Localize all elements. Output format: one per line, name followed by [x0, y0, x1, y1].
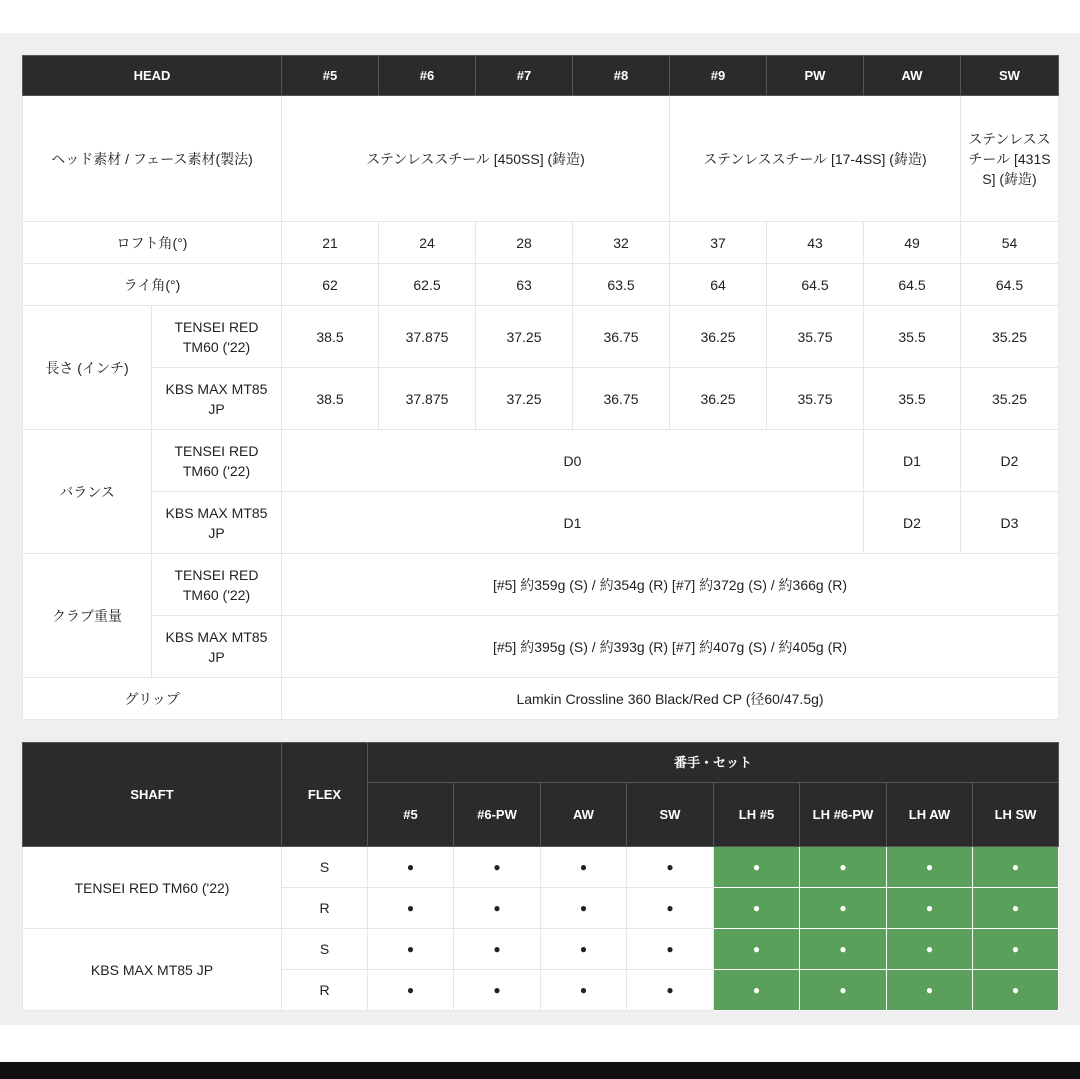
balance-value-aw: D2 [864, 492, 961, 554]
available-dot: ● [368, 929, 454, 970]
available-dot: ● [627, 970, 714, 1011]
loft-value: 32 [573, 222, 670, 264]
balance-shaft-name: TENSEI RED TM60 ('22) [152, 430, 282, 492]
length-row-tensei [23, 306, 1059, 368]
length-value: 37.875 [379, 368, 476, 430]
shaft-header: SHAFT [23, 743, 282, 847]
set-column-header: SW [627, 783, 714, 847]
lefty-available-dot: ● [973, 970, 1059, 1011]
length-value: 37.25 [476, 368, 573, 430]
lefty-available-dot: ● [973, 929, 1059, 970]
set-column-header: LH AW [887, 783, 973, 847]
loft-value: 28 [476, 222, 573, 264]
length-value: 35.25 [961, 368, 1059, 430]
length-value: 36.25 [670, 306, 767, 368]
length-value: 35.5 [864, 306, 961, 368]
lefty-available-dot: ● [800, 929, 887, 970]
available-dot: ● [627, 888, 714, 929]
loft-label: ロフト角(°) [23, 222, 282, 264]
loft-value: 37 [670, 222, 767, 264]
length-value: 35.25 [961, 306, 1059, 368]
available-dot: ● [541, 888, 627, 929]
balance-value-main: D1 [282, 492, 864, 554]
lefty-available-dot: ● [887, 929, 973, 970]
available-dot: ● [627, 929, 714, 970]
loft-value: 43 [767, 222, 864, 264]
length-label: 長さ (インチ) [23, 306, 152, 430]
set-column-header: AW [541, 783, 627, 847]
weight-row-kbs [23, 616, 1059, 678]
lie-value: 63.5 [573, 264, 670, 306]
lie-row [23, 264, 1059, 306]
balance-row-kbs [23, 492, 1059, 554]
set-column-header: LH #6-PW [800, 783, 887, 847]
flex-value: S [282, 929, 368, 970]
balance-shaft-name: KBS MAX MT85 JP [152, 492, 282, 554]
set-column-header: #5 [368, 783, 454, 847]
club-header: AW [864, 56, 961, 96]
available-dot: ● [454, 847, 541, 888]
lie-value: 64 [670, 264, 767, 306]
loft-value: 54 [961, 222, 1059, 264]
available-dot: ● [454, 970, 541, 1011]
balance-value-sw: D3 [961, 492, 1059, 554]
available-dot: ● [541, 929, 627, 970]
lefty-available-dot: ● [887, 970, 973, 1011]
length-value: 35.75 [767, 306, 864, 368]
length-value: 36.75 [573, 368, 670, 430]
set-header: 番手・セット [368, 743, 1059, 783]
material-row [23, 96, 1059, 222]
length-value: 35.5 [864, 368, 961, 430]
length-value: 36.25 [670, 368, 767, 430]
lie-value: 64.5 [961, 264, 1059, 306]
lie-value: 63 [476, 264, 573, 306]
lefty-available-dot: ● [714, 929, 800, 970]
length-value: 36.75 [573, 306, 670, 368]
weight-label: クラブ重量 [23, 554, 152, 678]
set-column-header: LH #5 [714, 783, 800, 847]
available-dot: ● [368, 888, 454, 929]
availability-row [23, 929, 1059, 970]
grip-label: グリップ [23, 678, 282, 720]
club-header: PW [767, 56, 864, 96]
lefty-available-dot: ● [973, 888, 1059, 929]
length-shaft-name: KBS MAX MT85 JP [152, 368, 282, 430]
length-value: 38.5 [282, 368, 379, 430]
material-group-2: ステンレススチール [17-4SS] (鋳造) [670, 96, 961, 222]
material-label: ヘッド素材 / フェース素材(製法) [23, 96, 282, 222]
lefty-available-dot: ● [714, 888, 800, 929]
lefty-available-dot: ● [800, 888, 887, 929]
lefty-available-dot: ● [714, 847, 800, 888]
lie-value: 64.5 [864, 264, 961, 306]
shaft-name: TENSEI RED TM60 ('22) [23, 847, 282, 929]
flex-value: R [282, 888, 368, 929]
loft-row [23, 222, 1059, 264]
spec-table [22, 55, 1059, 720]
balance-value-main: D0 [282, 430, 864, 492]
available-dot: ● [541, 847, 627, 888]
lie-value: 62 [282, 264, 379, 306]
material-group-1: ステンレススチール [450SS] (鋳造) [282, 96, 670, 222]
shaft-name: KBS MAX MT85 JP [23, 929, 282, 1011]
head-header: HEAD [23, 56, 282, 96]
lie-label: ライ角(°) [23, 264, 282, 306]
weight-shaft-name: TENSEI RED TM60 ('22) [152, 554, 282, 616]
loft-value: 24 [379, 222, 476, 264]
length-value: 37.25 [476, 306, 573, 368]
length-shaft-name: TENSEI RED TM60 ('22) [152, 306, 282, 368]
available-dot: ● [454, 929, 541, 970]
lefty-available-dot: ● [887, 847, 973, 888]
shaft-header-row-1 [23, 743, 1059, 783]
club-header: #8 [573, 56, 670, 96]
length-value: 35.75 [767, 368, 864, 430]
weight-value: [#5] 約395g (S) / 約393g (R) [#7] 約407g (S) / 約405g (R) [282, 616, 1059, 678]
lefty-available-dot: ● [800, 847, 887, 888]
available-dot: ● [627, 847, 714, 888]
club-header: #9 [670, 56, 767, 96]
length-value: 37.875 [379, 306, 476, 368]
shaft-table [22, 742, 1059, 1011]
flex-value: R [282, 970, 368, 1011]
weight-shaft-name: KBS MAX MT85 JP [152, 616, 282, 678]
lefty-available-dot: ● [887, 888, 973, 929]
balance-value-sw: D2 [961, 430, 1059, 492]
set-column-header: LH SW [973, 783, 1059, 847]
available-dot: ● [368, 847, 454, 888]
club-header: #6 [379, 56, 476, 96]
balance-row-tensei [23, 430, 1059, 492]
lefty-available-dot: ● [800, 970, 887, 1011]
length-row-kbs [23, 368, 1059, 430]
club-header: #5 [282, 56, 379, 96]
club-header: SW [961, 56, 1059, 96]
balance-label: バランス [23, 430, 152, 554]
weight-value: [#5] 約359g (S) / 約354g (R) [#7] 約372g (S) / 約366g (R) [282, 554, 1059, 616]
lie-value: 62.5 [379, 264, 476, 306]
weight-row-tensei [23, 554, 1059, 616]
length-value: 38.5 [282, 306, 379, 368]
spec-header-row [23, 56, 1059, 96]
available-dot: ● [541, 970, 627, 1011]
available-dot: ● [368, 970, 454, 1011]
flex-header: FLEX [282, 743, 368, 847]
grip-row [23, 678, 1059, 720]
lie-value: 64.5 [767, 264, 864, 306]
available-dot: ● [454, 888, 541, 929]
lefty-available-dot: ● [973, 847, 1059, 888]
flex-value: S [282, 847, 368, 888]
club-header: #7 [476, 56, 573, 96]
balance-value-aw: D1 [864, 430, 961, 492]
grip-value: Lamkin Crossline 360 Black/Red CP (径60/47.5g) [282, 678, 1059, 720]
set-column-header: #6-PW [454, 783, 541, 847]
lefty-available-dot: ● [714, 970, 800, 1011]
loft-value: 49 [864, 222, 961, 264]
loft-value: 21 [282, 222, 379, 264]
availability-row [23, 847, 1059, 888]
material-sw: ステンレススチール [431SS] (鋳造) [961, 96, 1059, 222]
bottom-bar [0, 1062, 1080, 1079]
